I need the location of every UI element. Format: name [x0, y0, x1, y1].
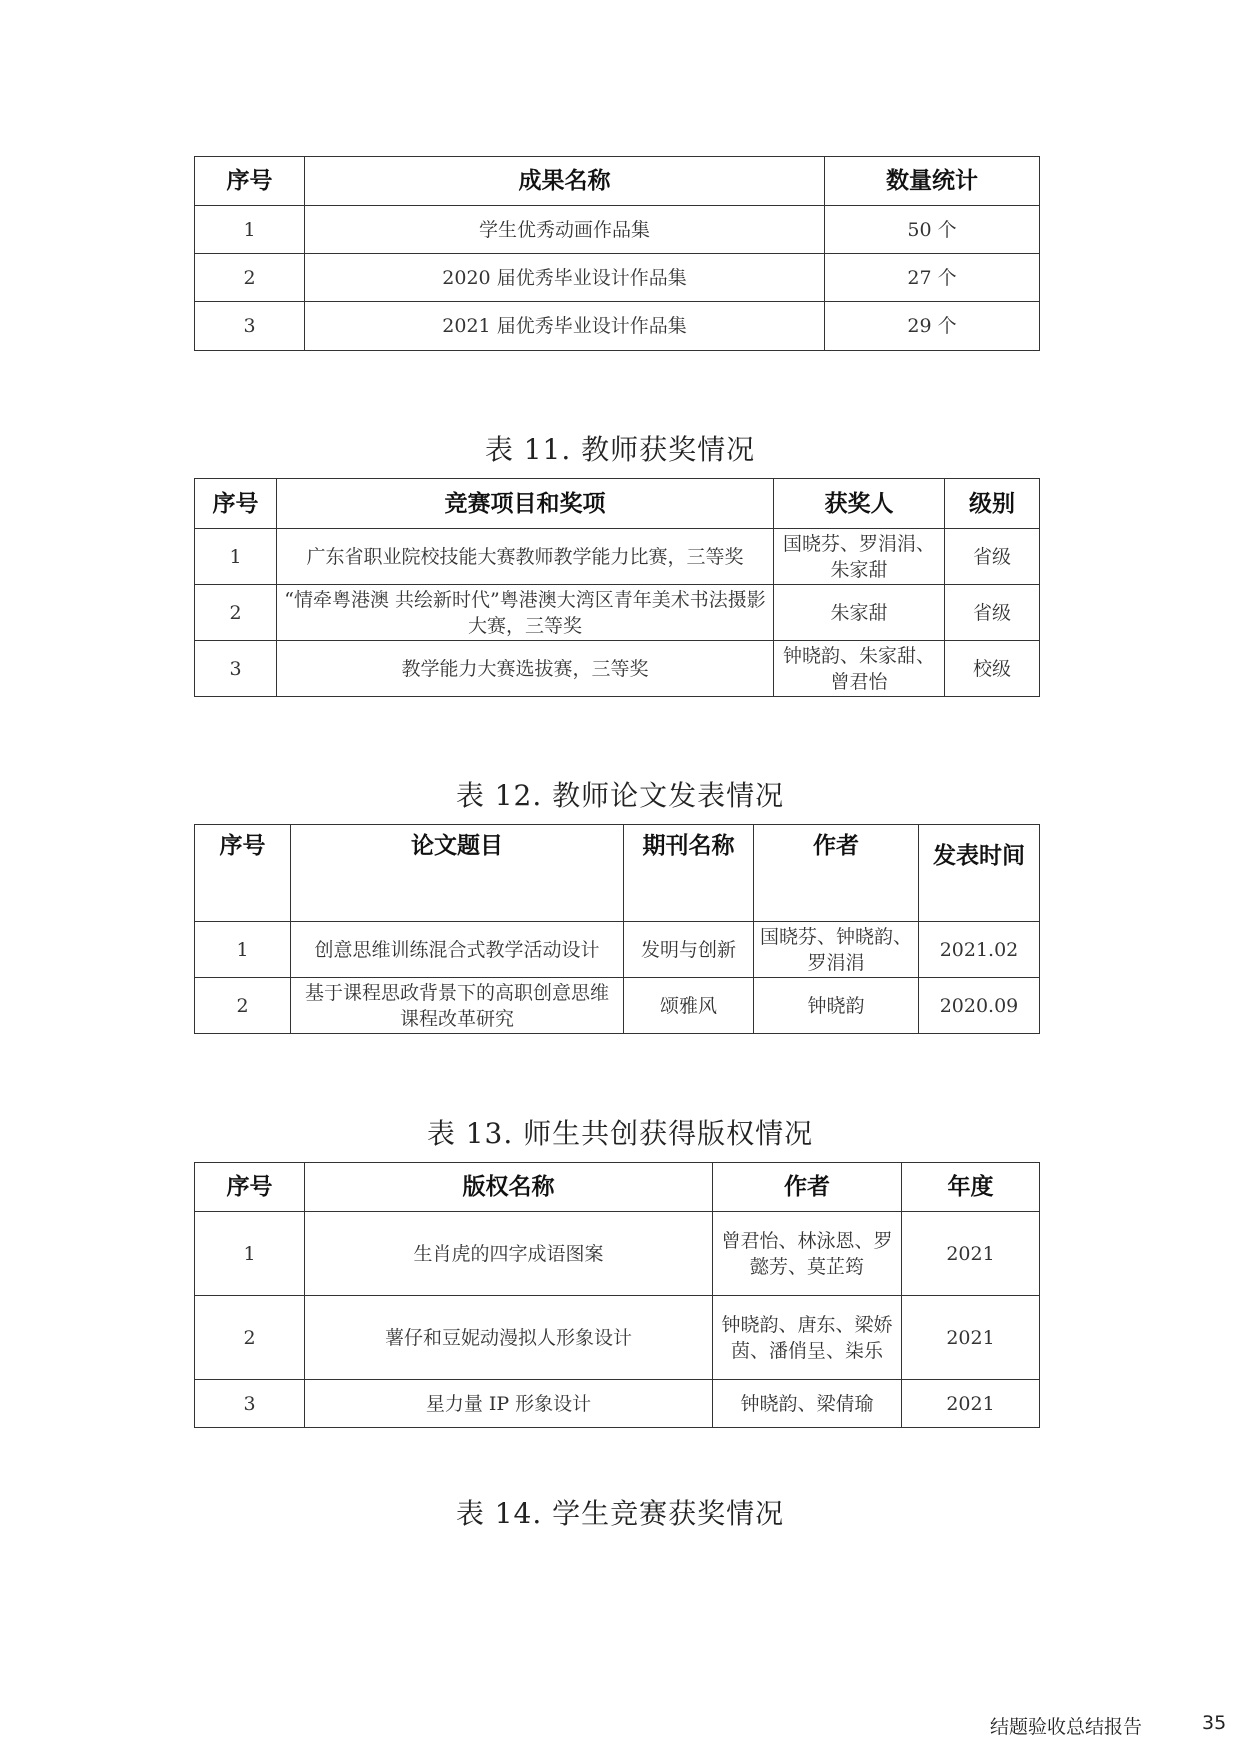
cell: 省级	[945, 529, 1040, 585]
cell: 发明与创新	[624, 922, 754, 978]
cell: 生肖虎的四字成语图案	[305, 1212, 713, 1296]
cell: 2	[195, 585, 277, 641]
header-cell: 作者	[754, 825, 919, 922]
cell: 2021 届优秀毕业设计作品集	[305, 302, 825, 351]
cell: 1	[195, 206, 305, 254]
header-cell: 数量统计	[825, 157, 1040, 206]
cell: 校级	[945, 641, 1040, 697]
cell: 2021	[902, 1212, 1040, 1296]
header-cell: 年度	[902, 1163, 1040, 1212]
header-cell: 获奖人	[774, 479, 945, 529]
header-cell: 级别	[945, 479, 1040, 529]
cell: 曾君怡、林泳恩、罗懿芳、莫芷筠	[713, 1212, 902, 1296]
cell: 颂雅风	[624, 978, 754, 1034]
cell: 钟晓韵、梁倩瑜	[713, 1380, 902, 1428]
table-header-row	[195, 479, 1040, 529]
table-row	[195, 254, 1040, 302]
cell: 50 个	[825, 206, 1040, 254]
cell: 1	[195, 1212, 305, 1296]
cell: 3	[195, 641, 277, 697]
cell: 国晓芬、钟晓韵、罗涓涓	[754, 922, 919, 978]
cell: 学生优秀动画作品集	[305, 206, 825, 254]
teacher-awards-table	[194, 478, 1040, 697]
header-cell: 成果名称	[305, 157, 825, 206]
cell: 创意思维训练混合式教学活动设计	[291, 922, 624, 978]
table-row	[195, 585, 1040, 641]
table-header-row	[195, 825, 1040, 922]
cell: 3	[195, 1380, 305, 1428]
copyright-table	[194, 1162, 1040, 1428]
table-row	[195, 922, 1040, 978]
header-cell: 论文题目	[291, 825, 624, 922]
cell: 2021	[902, 1380, 1040, 1428]
table-row	[195, 978, 1040, 1034]
cell: 2	[195, 254, 305, 302]
cell: “情牵粤港澳 共绘新时代”粤港澳大湾区青年美术书法摄影大赛，三等奖	[277, 585, 774, 641]
teacher-papers-table	[194, 824, 1040, 1034]
cell: 2	[195, 978, 291, 1034]
cell: 1	[195, 529, 277, 585]
table-header-row	[195, 1163, 1040, 1212]
cell: 钟晓韵、朱家甜、曾君怡	[774, 641, 945, 697]
cell: 广东省职业院校技能大赛教师教学能力比赛，三等奖	[277, 529, 774, 585]
cell: 薯仔和豆妮动漫拟人形象设计	[305, 1296, 713, 1380]
cell: 省级	[945, 585, 1040, 641]
table-row	[195, 1212, 1040, 1296]
header-cell: 序号	[195, 479, 277, 529]
cell: 1	[195, 922, 291, 978]
header-cell: 版权名称	[305, 1163, 713, 1212]
cell: 钟晓韵、唐东、梁娇茵、潘俏呈、柒乐	[713, 1296, 902, 1380]
cell: 钟晓韵	[754, 978, 919, 1034]
cell: 国晓芬、罗涓涓、朱家甜	[774, 529, 945, 585]
table-row	[195, 1296, 1040, 1380]
header-cell: 期刊名称	[624, 825, 754, 922]
cell: 2021	[902, 1296, 1040, 1380]
header-cell: 序号	[195, 1163, 305, 1212]
cell: 教学能力大赛选拔赛，三等奖	[277, 641, 774, 697]
header-cell: 发表时间	[919, 825, 1040, 922]
cell: 2	[195, 1296, 305, 1380]
table-row	[195, 529, 1040, 585]
cell: 2021.02	[919, 922, 1040, 978]
cell: 朱家甜	[774, 585, 945, 641]
header-cell: 序号	[195, 825, 291, 922]
page-number: 35	[1202, 1712, 1227, 1734]
table-row	[195, 641, 1040, 697]
table-header-row	[195, 157, 1040, 206]
cell: 星力量 IP 形象设计	[305, 1380, 713, 1428]
header-cell: 竞赛项目和奖项	[277, 479, 774, 529]
table14-caption: 表 14. 学生竞赛获奖情况	[455, 1497, 785, 1530]
cell: 基于课程思政背景下的高职创意思维课程改革研究	[291, 978, 624, 1034]
results-table	[194, 156, 1040, 351]
header-cell: 作者	[713, 1163, 902, 1212]
table12-caption: 表 12. 教师论文发表情况	[455, 779, 785, 812]
cell: 2020 届优秀毕业设计作品集	[305, 254, 825, 302]
table-row	[195, 1380, 1040, 1428]
header-cell: 序号	[195, 157, 305, 206]
cell: 27 个	[825, 254, 1040, 302]
cell: 29 个	[825, 302, 1040, 351]
table13-caption: 表 13. 师生共创获得版权情况	[426, 1117, 814, 1150]
cell: 2020.09	[919, 978, 1040, 1034]
table11-caption: 表 11. 教师获奖情况	[484, 433, 756, 466]
footer-report-title: 结题验收总结报告	[990, 1716, 1143, 1738]
cell: 3	[195, 302, 305, 351]
table-row	[195, 206, 1040, 254]
table-row	[195, 302, 1040, 351]
